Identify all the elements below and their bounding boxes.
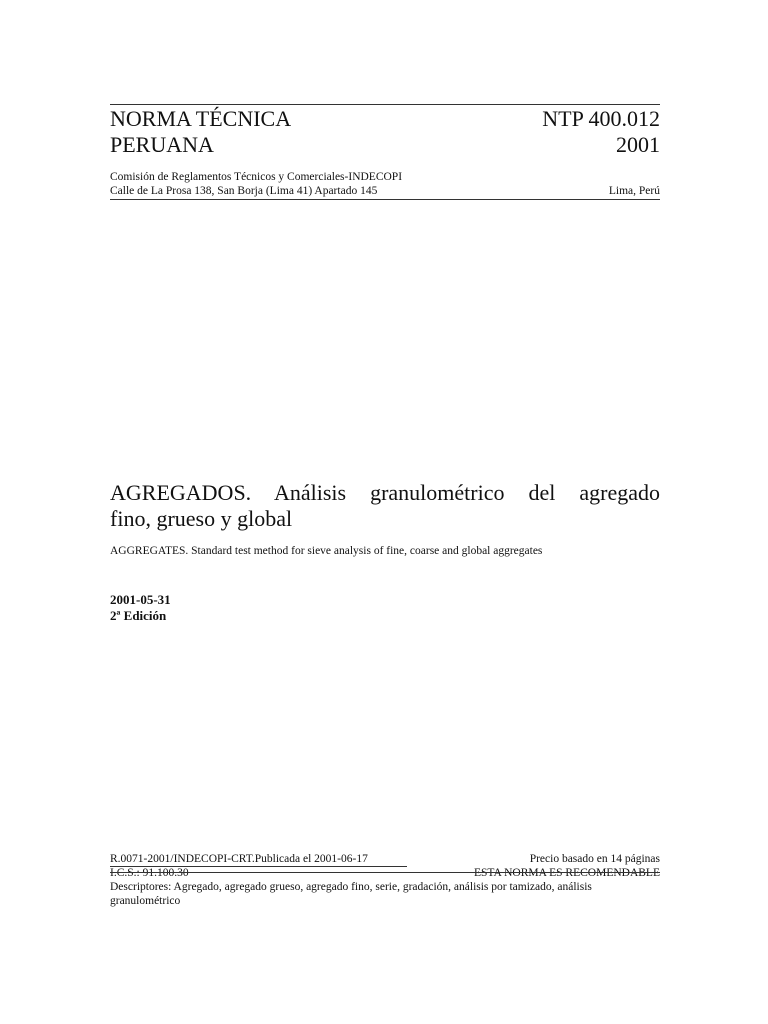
top-rule <box>110 104 660 105</box>
document-title-line-2: fino, grueso y global <box>110 506 293 531</box>
resolution-text: R.0071-2001/INDECOPI-CRT.Publicada el 2001-06-17 <box>110 853 368 865</box>
price-text: Precio basado en 14 páginas <box>529 853 660 865</box>
document-title-line-1: AGREGADOS. Análisis granulométrico del agregado <box>110 480 660 505</box>
heading-line-2: PERUANA <box>110 132 214 157</box>
organization-location: Lima, Perú <box>608 185 660 197</box>
english-title: AGGREGATES. Standard test method for sieve analysis of fine, coarse and global aggregates <box>110 545 543 557</box>
standard-number-heading <box>542 106 660 158</box>
edition-info <box>110 592 171 624</box>
footer-rule-1 <box>110 866 407 867</box>
header-bottom-rule <box>110 199 660 200</box>
standard-number: NTP 400.012 <box>542 106 660 131</box>
edition-number: 2ª Edición <box>110 608 167 623</box>
organization-address: Calle de La Prosa 138, San Borja (Lima 41) Apartado 145 <box>110 185 378 197</box>
footer <box>110 853 660 908</box>
standard-type-heading <box>110 106 291 158</box>
ics-code: I.C.S.: 91.100.30 <box>110 867 189 879</box>
document-page <box>110 0 660 1024</box>
organization-info <box>110 170 402 198</box>
publication-date: 2001-05-31 <box>110 592 171 607</box>
footer-rule-2 <box>110 872 660 873</box>
organization-name: Comisión de Reglamentos Técnicos y Comerciales-INDECOPI <box>110 171 403 183</box>
standard-year: 2001 <box>616 132 660 157</box>
heading-line-1: NORMA TÉCNICA <box>110 106 292 131</box>
recommendation-text: ESTA NORMA ES RECOMENDABLE <box>474 867 660 879</box>
document-title <box>110 480 660 532</box>
descriptors-text: Descriptores: Agregado, agregado grueso, agregado fino, serie, gradación, análisis por tamizado, análisis granulométrico <box>110 881 592 907</box>
